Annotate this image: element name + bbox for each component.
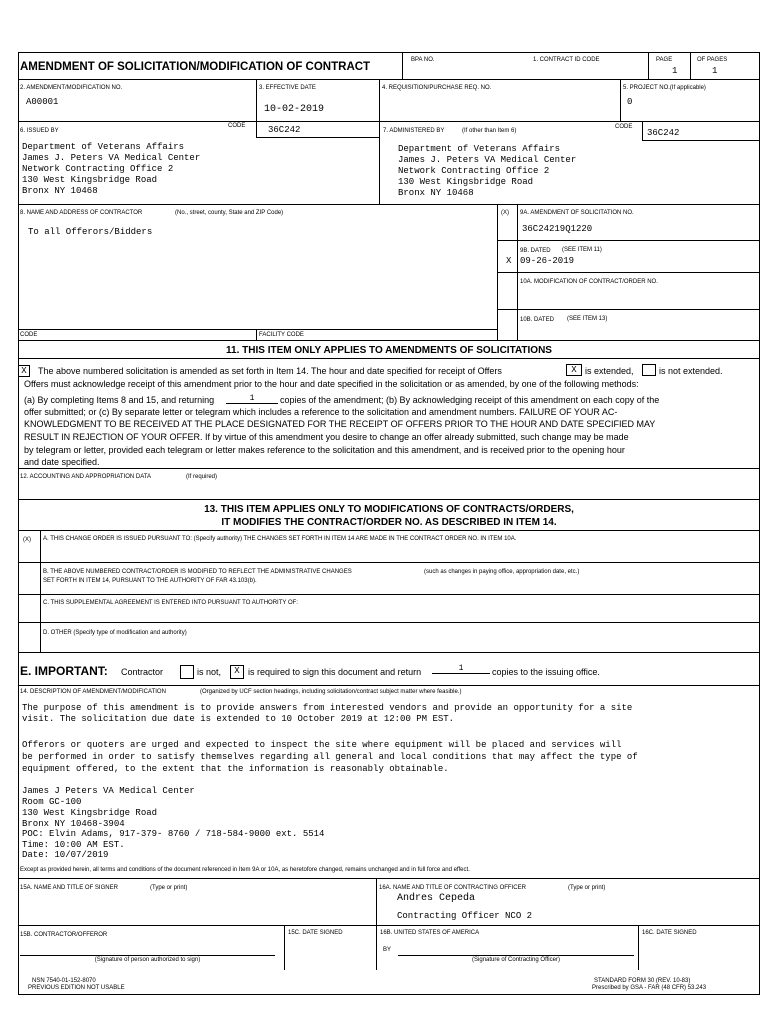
section-11-line-3b: copies of the amendment; (b) By acknowledging receipt of this amendment on each copy of the	[280, 395, 660, 405]
copies-returned-value: 1	[226, 394, 278, 404]
divider	[18, 204, 760, 205]
section-13b-text: B. THE ABOVE NUMBERED CONTRACT/ORDER IS MODIFIED TO REFLECT THE ADMINISTRATIVE CHANGES	[43, 569, 352, 575]
divider	[638, 925, 639, 970]
project-no-label: 5. PROJECT NO.(If applicable)	[623, 85, 706, 91]
contractor-note: (No., street, county, State and ZIP Code)	[175, 210, 284, 216]
previous-edition-note: PREVIOUS EDITION NOT USABLE	[28, 985, 125, 991]
divider	[497, 272, 760, 273]
section-13d-text: D. OTHER (Specify type of modification and authority)	[43, 630, 187, 636]
divider	[284, 925, 285, 970]
not-extended-checkbox[interactable]	[642, 364, 656, 376]
officer-name-note: (Type or print)	[568, 885, 606, 891]
admin-code-label: CODE	[615, 124, 633, 130]
important-label: E. IMPORTANT:	[20, 664, 108, 678]
divider	[18, 925, 760, 926]
divider	[497, 240, 760, 241]
item-9a-value: 36C24219Q1220	[522, 224, 593, 234]
divider	[18, 562, 760, 563]
description-para3-line7: Date: 10/07/2019	[22, 850, 109, 860]
divider	[18, 530, 760, 531]
contractor-signature-line[interactable]	[20, 955, 275, 956]
divider	[256, 137, 379, 138]
contractor-code-label: CODE	[20, 332, 38, 338]
divider	[690, 52, 691, 79]
divider	[18, 329, 497, 330]
contractor-date-label: 15C. DATE SIGNED	[288, 930, 343, 936]
not-extended-label: is not extended.	[659, 366, 723, 376]
divider	[18, 79, 760, 80]
issued-line-4: 130 West Kingsbridge Road	[22, 175, 158, 185]
description-para3-line6: Time: 10:00 AM EST.	[22, 840, 125, 850]
divider	[18, 878, 760, 879]
divider	[256, 329, 257, 340]
of-pages-label: OF PAGES	[697, 57, 728, 63]
is-required-checkbox[interactable]: X	[230, 665, 244, 679]
section-11-line-1: The above numbered solicitation is amended as set forth in Item 14. The hour and date specified for receipt of Offers	[38, 366, 502, 376]
description-para3-line2: Room GC-100	[22, 797, 82, 807]
description-para3-line4: Bronx NY 10468-3904	[22, 819, 125, 829]
description-label: 14. DESCRIPTION OF AMENDMENT/MODIFICATION	[20, 689, 166, 695]
contractor-offeror-label: 15B. CONTRACTOR/OFFEROR	[20, 932, 108, 938]
divider	[376, 878, 377, 970]
item-9b-value: 09-26-2019	[520, 256, 575, 266]
requisition-label: 4. REQUISITION/PURCHASE REQ. NO.	[382, 85, 492, 91]
admin-line-3: Network Contracting Office 2	[398, 166, 550, 176]
by-label: BY	[383, 947, 392, 953]
divider	[642, 140, 760, 141]
bpa-label: BPA NO.	[411, 57, 435, 63]
item-9-x-mark: X	[506, 256, 512, 266]
effective-date-label: 3. EFFECTIVE DATE	[259, 85, 316, 91]
section-11-title: 11. THIS ITEM ONLY APPLIES TO AMENDMENTS OF SOLICITATIONS	[226, 345, 552, 356]
admin-line-1: Department of Veterans Affairs	[398, 144, 561, 154]
important-is-not: is not,	[197, 667, 222, 677]
section-11-line-4: offer submitted; or (c) By separate letter or telegram which includes a reference to the solicitation and amendment numbers. FAILURE OF YOUR AC-	[24, 407, 618, 417]
description-note: (Organized by UCF section headings, including solicitation/contract subject matter where feasible.)	[200, 689, 462, 695]
admin-line-5: Bronx NY 10468	[398, 188, 474, 198]
section-13c-text: C. THIS SUPPLEMENTAL AGREEMENT IS ENTERED INTO PURSUANT TO AUTHORITY OF:	[43, 600, 298, 606]
standard-form-number: STANDARD FORM 30 (REV. 10-83)	[594, 978, 691, 984]
issued-line-3: Network Contracting Office 2	[22, 164, 174, 174]
extended-label: is extended,	[585, 366, 634, 376]
section-13-title-2: IT MODIFIES THE CONTRACT/ORDER NO. AS DESCRIBED IN ITEM 14.	[221, 517, 557, 528]
admin-code-value: 36C242	[647, 128, 680, 138]
nsn-number: NSN 7540-01-152-8070	[32, 978, 96, 984]
section-11-line-7: by telegram or letter, provided each telegram or letter makes reference to the solicitation and this amendment, and is received prior to the opening hour	[24, 445, 625, 455]
x-column-label: (X)	[501, 210, 509, 216]
section-13b-note: (such as changes in paying office, appropriation date, etc.)	[424, 569, 580, 575]
page-label: PAGE	[656, 57, 673, 63]
page-value: 1	[672, 66, 678, 76]
issued-code-label: CODE	[228, 123, 246, 129]
description-para2-line1: Offerors or quoters are urged and expected to inspect the site where equipment will be placed and services will	[22, 740, 622, 750]
amendment-no-value: A00001	[26, 97, 59, 107]
divider	[379, 79, 380, 121]
signer-name-label: 15A. NAME AND TITLE OF SIGNER	[20, 885, 118, 891]
facility-code-label: FACILITY CODE	[259, 332, 304, 338]
contract-id-label: 1. CONTRACT ID CODE	[533, 57, 600, 63]
divider	[18, 652, 760, 653]
description-para2-line3: equipment offered, to the extent that the information is reasonably obtainable.	[22, 764, 449, 774]
issued-code-value: 36C242	[268, 125, 301, 135]
admin-line-4: 130 West Kingsbridge Road	[398, 177, 534, 187]
divider	[18, 685, 760, 686]
contractor-label: 8. NAME AND ADDRESS OF CONTRACTOR	[20, 210, 143, 216]
divider	[497, 309, 760, 310]
section-13b-text-2: SET FORTH IN ITEM 14, PURSUANT TO THE AUTHORITY OF FAR 43.103(b).	[43, 578, 257, 584]
form-title: AMENDMENT OF SOLICITATION/MODIFICATION OF CONTRACT	[20, 61, 371, 73]
divider	[18, 499, 760, 500]
issued-by-label: 6. ISSUED BY	[20, 128, 59, 134]
divider	[18, 121, 760, 122]
accounting-label: 12. ACCOUNTING AND APPROPRIATION DATA	[20, 474, 152, 480]
important-contractor: Contractor	[121, 667, 164, 677]
divider	[648, 52, 649, 79]
divider	[40, 530, 41, 652]
administered-by-note: (If other than Item 6)	[462, 128, 517, 134]
divider	[379, 121, 380, 204]
section-11-line-6: RESULT IN REJECTION OF YOUR OFFER. If by virtue of this amendment you desire to change an offer already submitted, such change may be made	[24, 432, 629, 442]
signer-name-note: (Type or print)	[150, 885, 188, 891]
divider	[18, 340, 760, 341]
section-11-line-2: Offers must acknowledge receipt of this amendment prior to the hour and date specified in the solicitation or as amended, by one of the following methods:	[24, 379, 639, 389]
amendment-no-label: 2. AMENDMENT/MODIFICATION NO.	[20, 85, 123, 91]
important-copies-tail: copies to the issuing office.	[492, 667, 600, 677]
of-pages-value: 1	[712, 66, 718, 76]
return-copies-value: 1	[432, 664, 490, 674]
description-para3-line3: 130 West Kingsbridge Road	[22, 808, 158, 818]
extended-checkbox[interactable]: X	[566, 364, 582, 376]
divider	[18, 622, 760, 623]
section-13-title-1: 13. THIS ITEM APPLIES ONLY TO MODIFICATIONS OF CONTRACTS/ORDERS,	[204, 504, 574, 515]
admin-line-2: James J. Peters VA Medical Center	[398, 155, 577, 165]
divider	[402, 52, 403, 79]
officer-name-label: 16A. NAME AND TITLE OF CONTRACTING OFFICER	[379, 885, 526, 891]
contractor-signature-caption: (Signature of person authorized to sign)	[94, 957, 201, 963]
section-11-line-3a: (a) By completing Items 8 and 15, and returning	[24, 395, 215, 405]
officer-signature-caption: (Signature of Contracting Officer)	[472, 957, 560, 963]
except-statement: Except as provided herein, all terms and conditions of the document referenced in Item 9A or 10A, as heretofore changed, remains unchanged and in full force and effect.	[20, 867, 470, 873]
section-13-x-label: (X)	[23, 537, 31, 543]
divider	[620, 79, 621, 121]
effective-date-value: 10-02-2019	[264, 104, 325, 115]
divider	[256, 121, 257, 137]
section-11-line-5: KNOWLEDGMENT TO BE RECEIVED AT THE PLACE DESIGNATED FOR THE RECEIPT OF OFFERS PRIOR TO THE HOUR AND DATE SPECIFIED MAY	[24, 419, 656, 429]
description-para3-line5: POC: Elvin Adams, 917-379- 8760 / 718-584-9000 ext. 5514	[22, 829, 325, 839]
item-10b-note: (SEE ITEM 13)	[567, 316, 608, 322]
issued-line-2: James J. Peters VA Medical Center	[22, 153, 201, 163]
prescribed-by: Prescribed by GSA - FAR (48 CFR) 53.243	[592, 985, 707, 991]
divider	[18, 468, 760, 469]
divider	[642, 121, 643, 140]
administered-by-label: 7. ADMINISTERED BY	[383, 128, 445, 134]
divider	[256, 79, 257, 121]
description-para3-line1: James J Peters VA Medical Center	[22, 786, 195, 796]
item-9b-label: 9B. DATED	[520, 248, 551, 254]
divider	[18, 594, 760, 595]
officer-name-value: Andres Cepeda	[397, 893, 476, 904]
item-10b-label: 10B. DATED	[520, 317, 554, 323]
section-11-line-8: and date specified.	[24, 457, 100, 467]
issued-line-1: Department of Veterans Affairs	[22, 142, 185, 152]
accounting-note: (If required)	[186, 474, 218, 480]
united-states-label: 16B. UNITED STATES OF AMERICA	[380, 930, 480, 936]
item-10a-label: 10A. MODIFICATION OF CONTRACT/ORDER NO.	[520, 279, 658, 285]
description-para1-line2: visit. The solicitation due date is extended to 10 October 2019 at 12:00 PM EST.	[22, 714, 455, 724]
officer-date-label: 16C. DATE SIGNED	[642, 930, 697, 936]
issued-line-5: Bronx NY 10468	[22, 186, 98, 196]
officer-title-value: Contracting Officer NCO 2	[397, 911, 533, 921]
item-9b-note: (SEE ITEM 11)	[562, 247, 602, 253]
contractor-value: To all Offerors/Bidders	[28, 227, 153, 237]
description-para1-line1: The purpose of this amendment is to provide answers from interested vendors and provide an opportunity for a site	[22, 703, 633, 713]
officer-signature-line[interactable]	[398, 955, 634, 956]
item-9a-label: 9A. AMENDMENT OF SOLICITATION NO.	[520, 210, 634, 216]
solicitation-amended-checkbox[interactable]: X	[18, 365, 30, 377]
is-not-required-checkbox[interactable]	[180, 665, 194, 679]
section-13a-text: A. THIS CHANGE ORDER IS ISSUED PURSUANT TO: (Specify authority) THE CHANGES SET FORTH IN ITEM 14 ARE MADE IN THE CONTRACT ORDER NO. IN ITEM 10A.	[43, 536, 517, 542]
description-para2-line2: be performed in order to satisfy themselves regarding all general and local conditions that may affect the type of	[22, 752, 638, 762]
divider	[18, 358, 760, 359]
project-no-value: 0	[627, 97, 633, 107]
important-is-required: is required to sign this document and return	[248, 667, 422, 677]
